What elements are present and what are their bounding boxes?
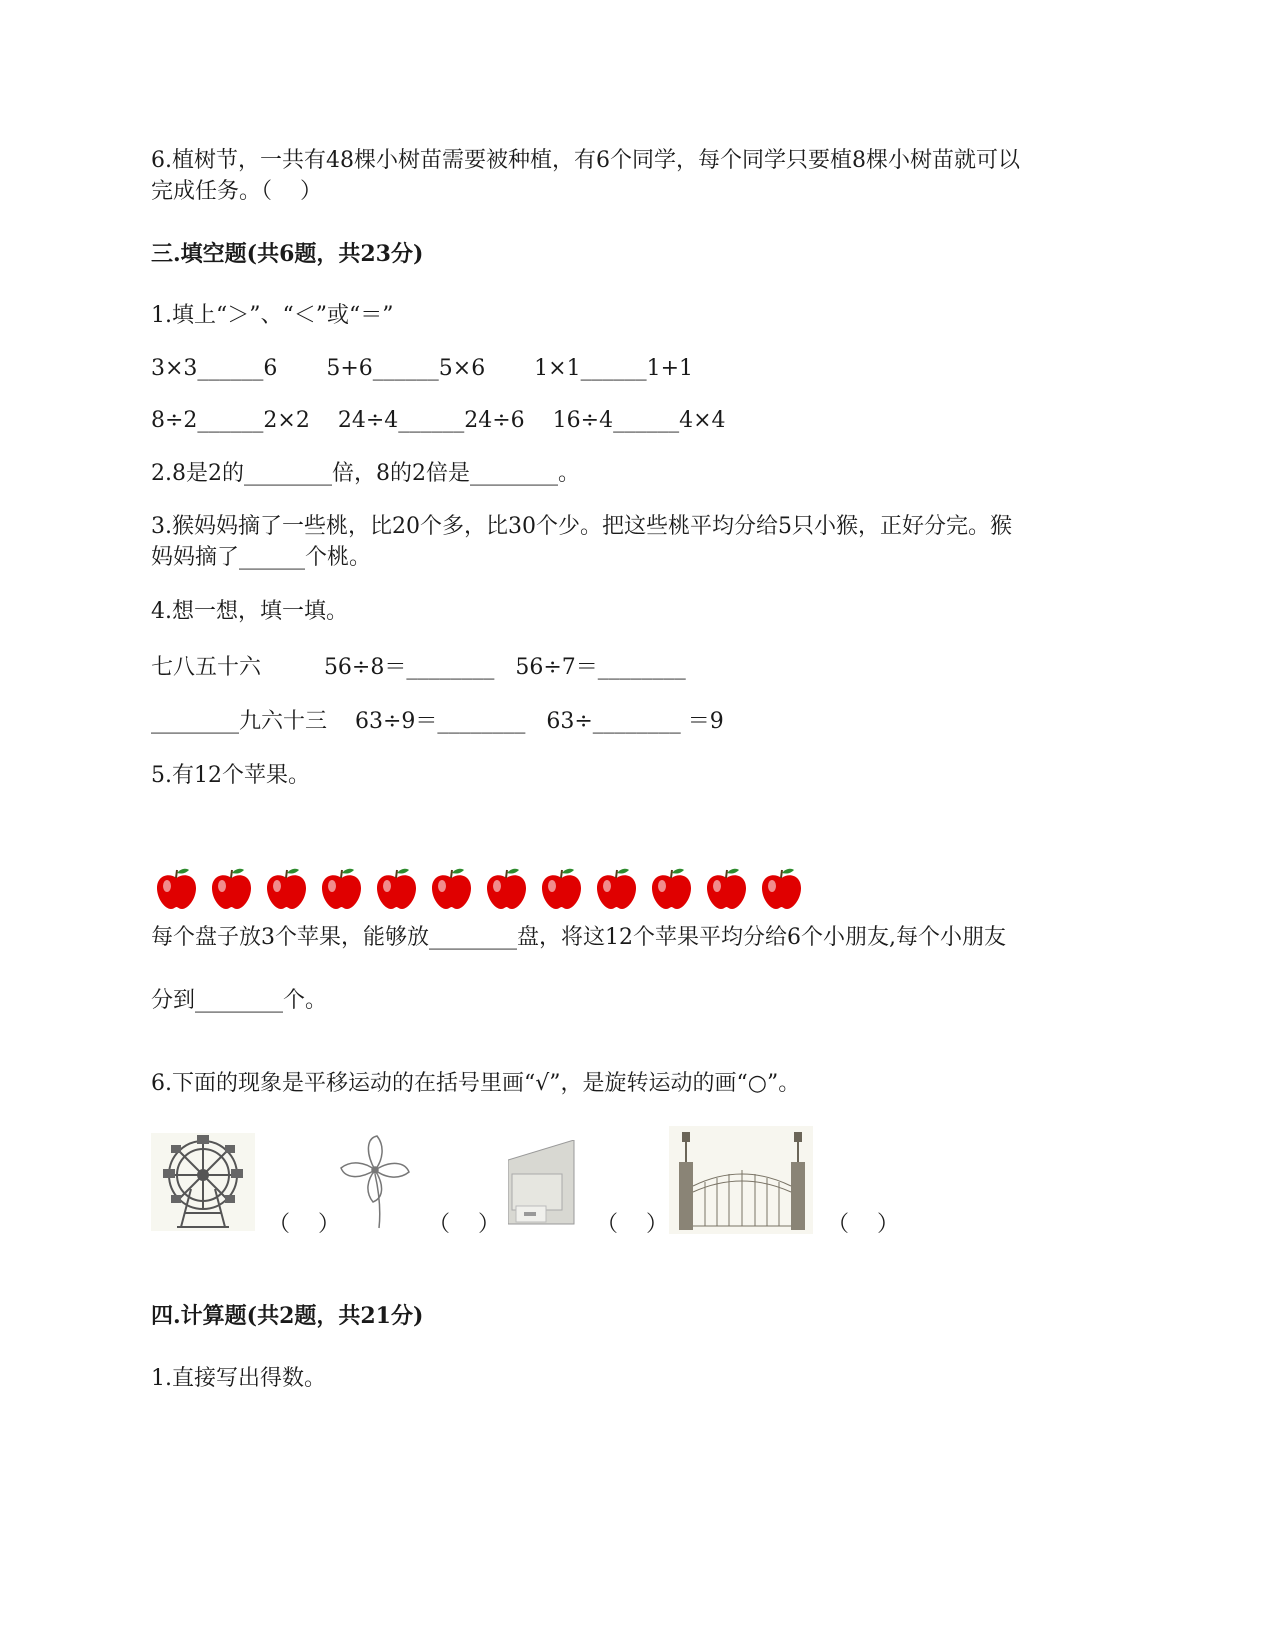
gate-image [669, 1126, 813, 1234]
s3-q2: 2.8是2的________倍，8的2倍是________。 [151, 461, 580, 486]
apple-row [154, 866, 804, 911]
s4-q1-prompt: 1.直接写出得数。 [151, 1366, 326, 1391]
question-6-line-2: 完成任务。（ ） [151, 179, 322, 204]
apple-icon [649, 866, 694, 911]
s3-q4-prompt: 4.想一想，填一填。 [151, 599, 348, 624]
s3-q1-row-1: 3×3______6 5+6______5×6 1×1______1+1 [151, 356, 694, 381]
section-4-title: 四.计算题(共2题，共21分) [151, 1303, 424, 1329]
apple-icon [484, 866, 529, 911]
s3-q3-line-1: 3.猴妈妈摘了一些桃，比20个多，比30个少。把这些桃平均分给5只小猴，正好分完。猴 [151, 514, 1012, 539]
answer-paren-2[interactable]: （ ） [428, 1212, 500, 1237]
s3-q5-prompt: 5.有12个苹果。 [151, 763, 310, 788]
s3-q3-line-2: 妈妈摘了______个桃。 [151, 545, 372, 570]
s3-q1-row-2: 8÷2______2×2 24÷4______24÷6 16÷4______4×4 [151, 408, 726, 433]
question-6-line-1: 6.植树节，一共有48棵小树苗需要被种植，有6个同学，每个同学只要植8棵小树苗就可以 [151, 148, 1020, 173]
s3-q5-line-1: 每个盘子放3个苹果，能够放________盘，将这12个苹果平均分给6个小朋友,每个小朋友 [151, 925, 1006, 950]
answer-paren-3[interactable]: （ ） [596, 1212, 668, 1237]
apple-icon [759, 866, 804, 911]
apple-icon [429, 866, 474, 911]
apple-icon [264, 866, 309, 911]
apple-icon [704, 866, 749, 911]
apple-icon [594, 866, 639, 911]
ferris-wheel-image [151, 1133, 255, 1231]
apple-icon [209, 866, 254, 911]
apple-icon [539, 866, 584, 911]
s3-q4-row-2: ________九六十三 63÷9＝________ 63÷________ ＝9 [151, 709, 724, 734]
s3-q4-row-1: 七八五十六 56÷8＝________ 56÷7＝________ [151, 655, 686, 680]
apple-icon [374, 866, 419, 911]
pinwheel-image [335, 1132, 415, 1232]
apple-icon [319, 866, 364, 911]
section-3-title: 三.填空题(共6题，共23分) [151, 241, 424, 267]
answer-paren-4[interactable]: （ ） [827, 1212, 899, 1237]
answer-paren-1[interactable]: （ ） [268, 1212, 340, 1237]
s3-q5-line-2: 分到________个。 [151, 988, 328, 1013]
apple-icon [154, 866, 199, 911]
drawer-image [508, 1140, 578, 1228]
s3-q1-prompt: 1.填上“＞”、“＜”或“＝” [151, 303, 394, 328]
s3-q6-prompt: 6.下面的现象是平移运动的在括号里画“√”，是旋转运动的画“○”。 [151, 1071, 801, 1096]
